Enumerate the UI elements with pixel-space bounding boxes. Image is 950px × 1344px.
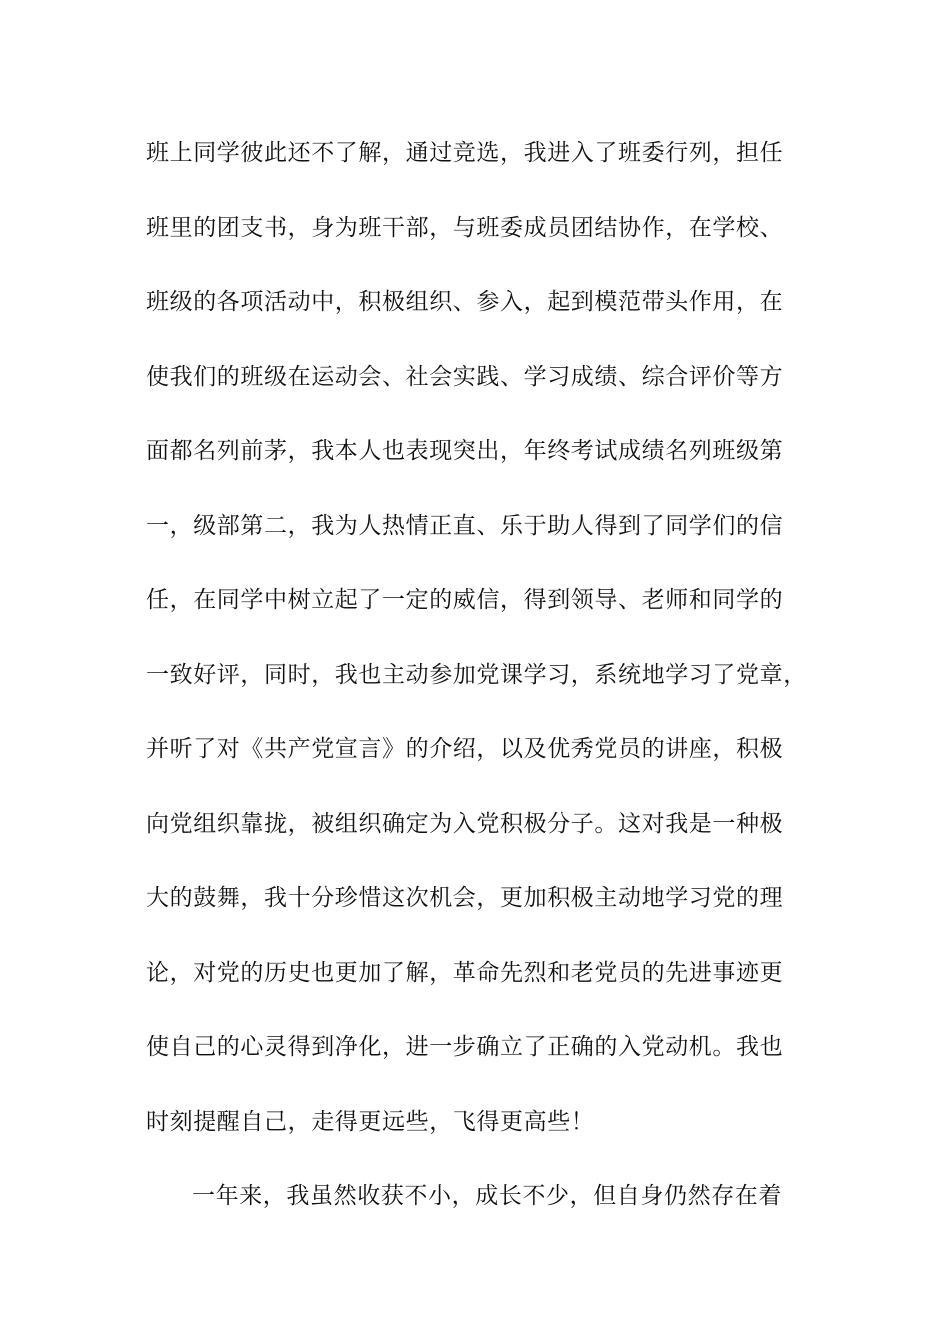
text-line: 时刻提醒自己，走得更远些，飞得更高些！ (146, 1108, 595, 1135)
text-line: 任，在同学中树立起了一定的威信，得到领导、老师和同学的 (146, 587, 784, 613)
text-line: 班里的团支书，身为班干部，与班委成员团结协作，在学校、 (146, 214, 784, 241)
text-line: 面都名列前茅，我本人也表现突出，年终考试成绩名列班级第 (146, 438, 784, 464)
text-line: 使我们的班级在运动会、社会实践、学习成绩、综合评价等方 (146, 363, 784, 390)
text-line: 并听了对《共产党宣言》的介绍，以及优秀党员的讲座，积极 (146, 736, 784, 762)
text-line: 向党组织靠拢，被组织确定为入党积极分子。这对我是一种极 (146, 810, 784, 837)
text-line: 使自己的心灵得到净化，进一步确立了正确的入党动机。我也 (146, 1034, 784, 1060)
paragraph-start-line: 一年来，我虽然收获不小，成长不少，但自身仍然存在着 (192, 1183, 782, 1209)
text-line: 一，级部第二，我为人热情正直、乐于助人得到了同学们的信 (146, 512, 784, 539)
text-line: 大的鼓舞，我十分珍惜这次机会，更加积极主动地学习党的理 (146, 885, 784, 911)
text-line: 一致好评，同时，我也主动参加党课学习，系统地学习了党章， (146, 661, 807, 688)
text-line: 班上同学彼此还不了解，通过竞选，我进入了班委行列，担任 (146, 140, 784, 166)
text-line: 班级的各项活动中，积极组织、参入，起到模范带头作用，在 (146, 289, 784, 315)
document-body (146, 128, 836, 1246)
text-line: 论，对党的历史也更加了解，革命先烈和老党员的先进事迹更 (146, 959, 784, 986)
